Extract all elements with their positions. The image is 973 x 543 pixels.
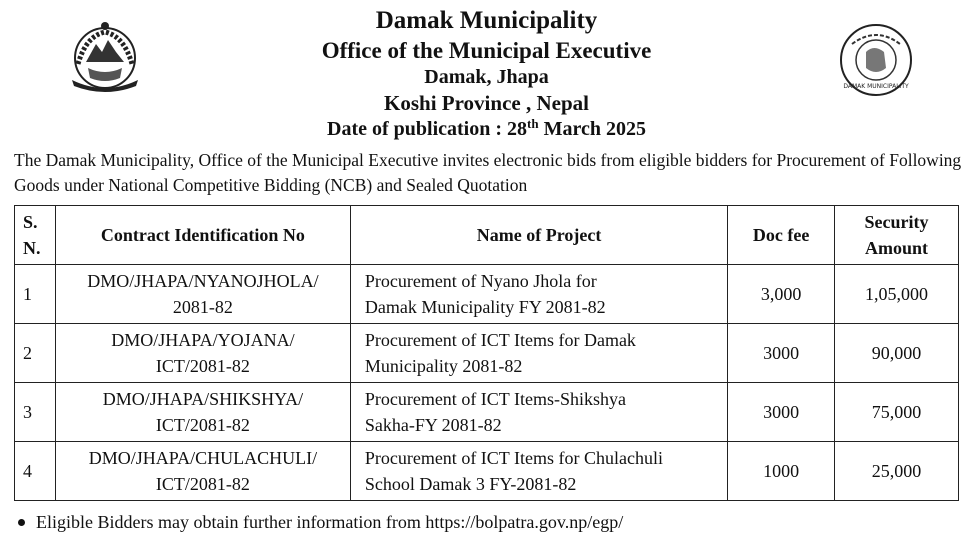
- table-row: [15, 442, 959, 501]
- cell-fee: 3,000: [728, 265, 835, 324]
- cell-contract: DMO/JHAPA/CHULACHULI/ ICT/2081-82: [55, 442, 350, 501]
- seal-text: DAMAK MUNICIPALITY: [843, 83, 909, 90]
- table-row: [15, 383, 959, 442]
- bids-table: [14, 205, 959, 501]
- table-header-row: [15, 206, 959, 265]
- city-line: Damak, Jhapa: [424, 66, 549, 88]
- table-row: [15, 265, 959, 324]
- cell-contract: DMO/JHAPA/NYANOJHOLA/ 2081-82: [55, 265, 350, 324]
- info-note-text: Eligible Bidders may obtain further information from https://bolpatra.gov.np/egp/: [36, 512, 624, 532]
- cell-sn: 1: [15, 265, 56, 324]
- header-security: Security Amount: [835, 206, 959, 265]
- bullet-icon: [18, 519, 25, 526]
- cell-security: 1,05,000: [835, 265, 959, 324]
- publication-date: [0, 116, 973, 142]
- cell-sn: 4: [15, 442, 56, 501]
- org-name: Damak Municipality: [375, 7, 598, 34]
- notice-header: [0, 6, 973, 142]
- table-row: [15, 324, 959, 383]
- header-project: Name of Project: [350, 206, 727, 265]
- cell-fee: 3000: [728, 324, 835, 383]
- pub-sup: th: [527, 116, 539, 131]
- cell-contract: DMO/JHAPA/YOJANA/ ICT/2081-82: [55, 324, 350, 383]
- cell-project: Procurement of ICT Items for Damak Municipality 2081-82: [350, 324, 727, 383]
- header-sn: S. N.: [15, 206, 56, 265]
- cell-fee: 1000: [728, 442, 835, 501]
- cell-project: Procurement of Nyano Jhola for Damak Municipality FY 2081-82: [350, 265, 727, 324]
- cell-fee: 3000: [728, 383, 835, 442]
- cell-security: 25,000: [835, 442, 959, 501]
- cell-sn: 3: [15, 383, 56, 442]
- cell-contract: DMO/JHAPA/SHIKSHYA/ ICT/2081-82: [55, 383, 350, 442]
- cell-security: 75,000: [835, 383, 959, 442]
- cell-project: Procurement of ICT Items-Shikshya Sakha-FY 2081-82: [350, 383, 727, 442]
- pub-prefix: Date of publication : 28: [327, 118, 528, 140]
- office-name: Office of the Municipal Executive: [321, 38, 652, 63]
- cell-security: 90,000: [835, 324, 959, 383]
- cell-project: Procurement of ICT Items for Chulachuli School Damak 3 FY-2081-82: [350, 442, 727, 501]
- info-note: [18, 510, 623, 534]
- cell-sn: 2: [15, 324, 56, 383]
- province-line: Koshi Province , Nepal: [384, 91, 589, 115]
- intro-paragraph: The Damak Municipality, Office of the Municipal Executive invites electronic bids from eligible bidders for Procurement of Following Goods under National Competitive Bidding (NCB) and Sealed Quotation: [14, 150, 962, 195]
- header-fee: Doc fee: [728, 206, 835, 265]
- pub-suffix: March 2025: [538, 118, 646, 140]
- header-contract: Contract Identification No: [55, 206, 350, 265]
